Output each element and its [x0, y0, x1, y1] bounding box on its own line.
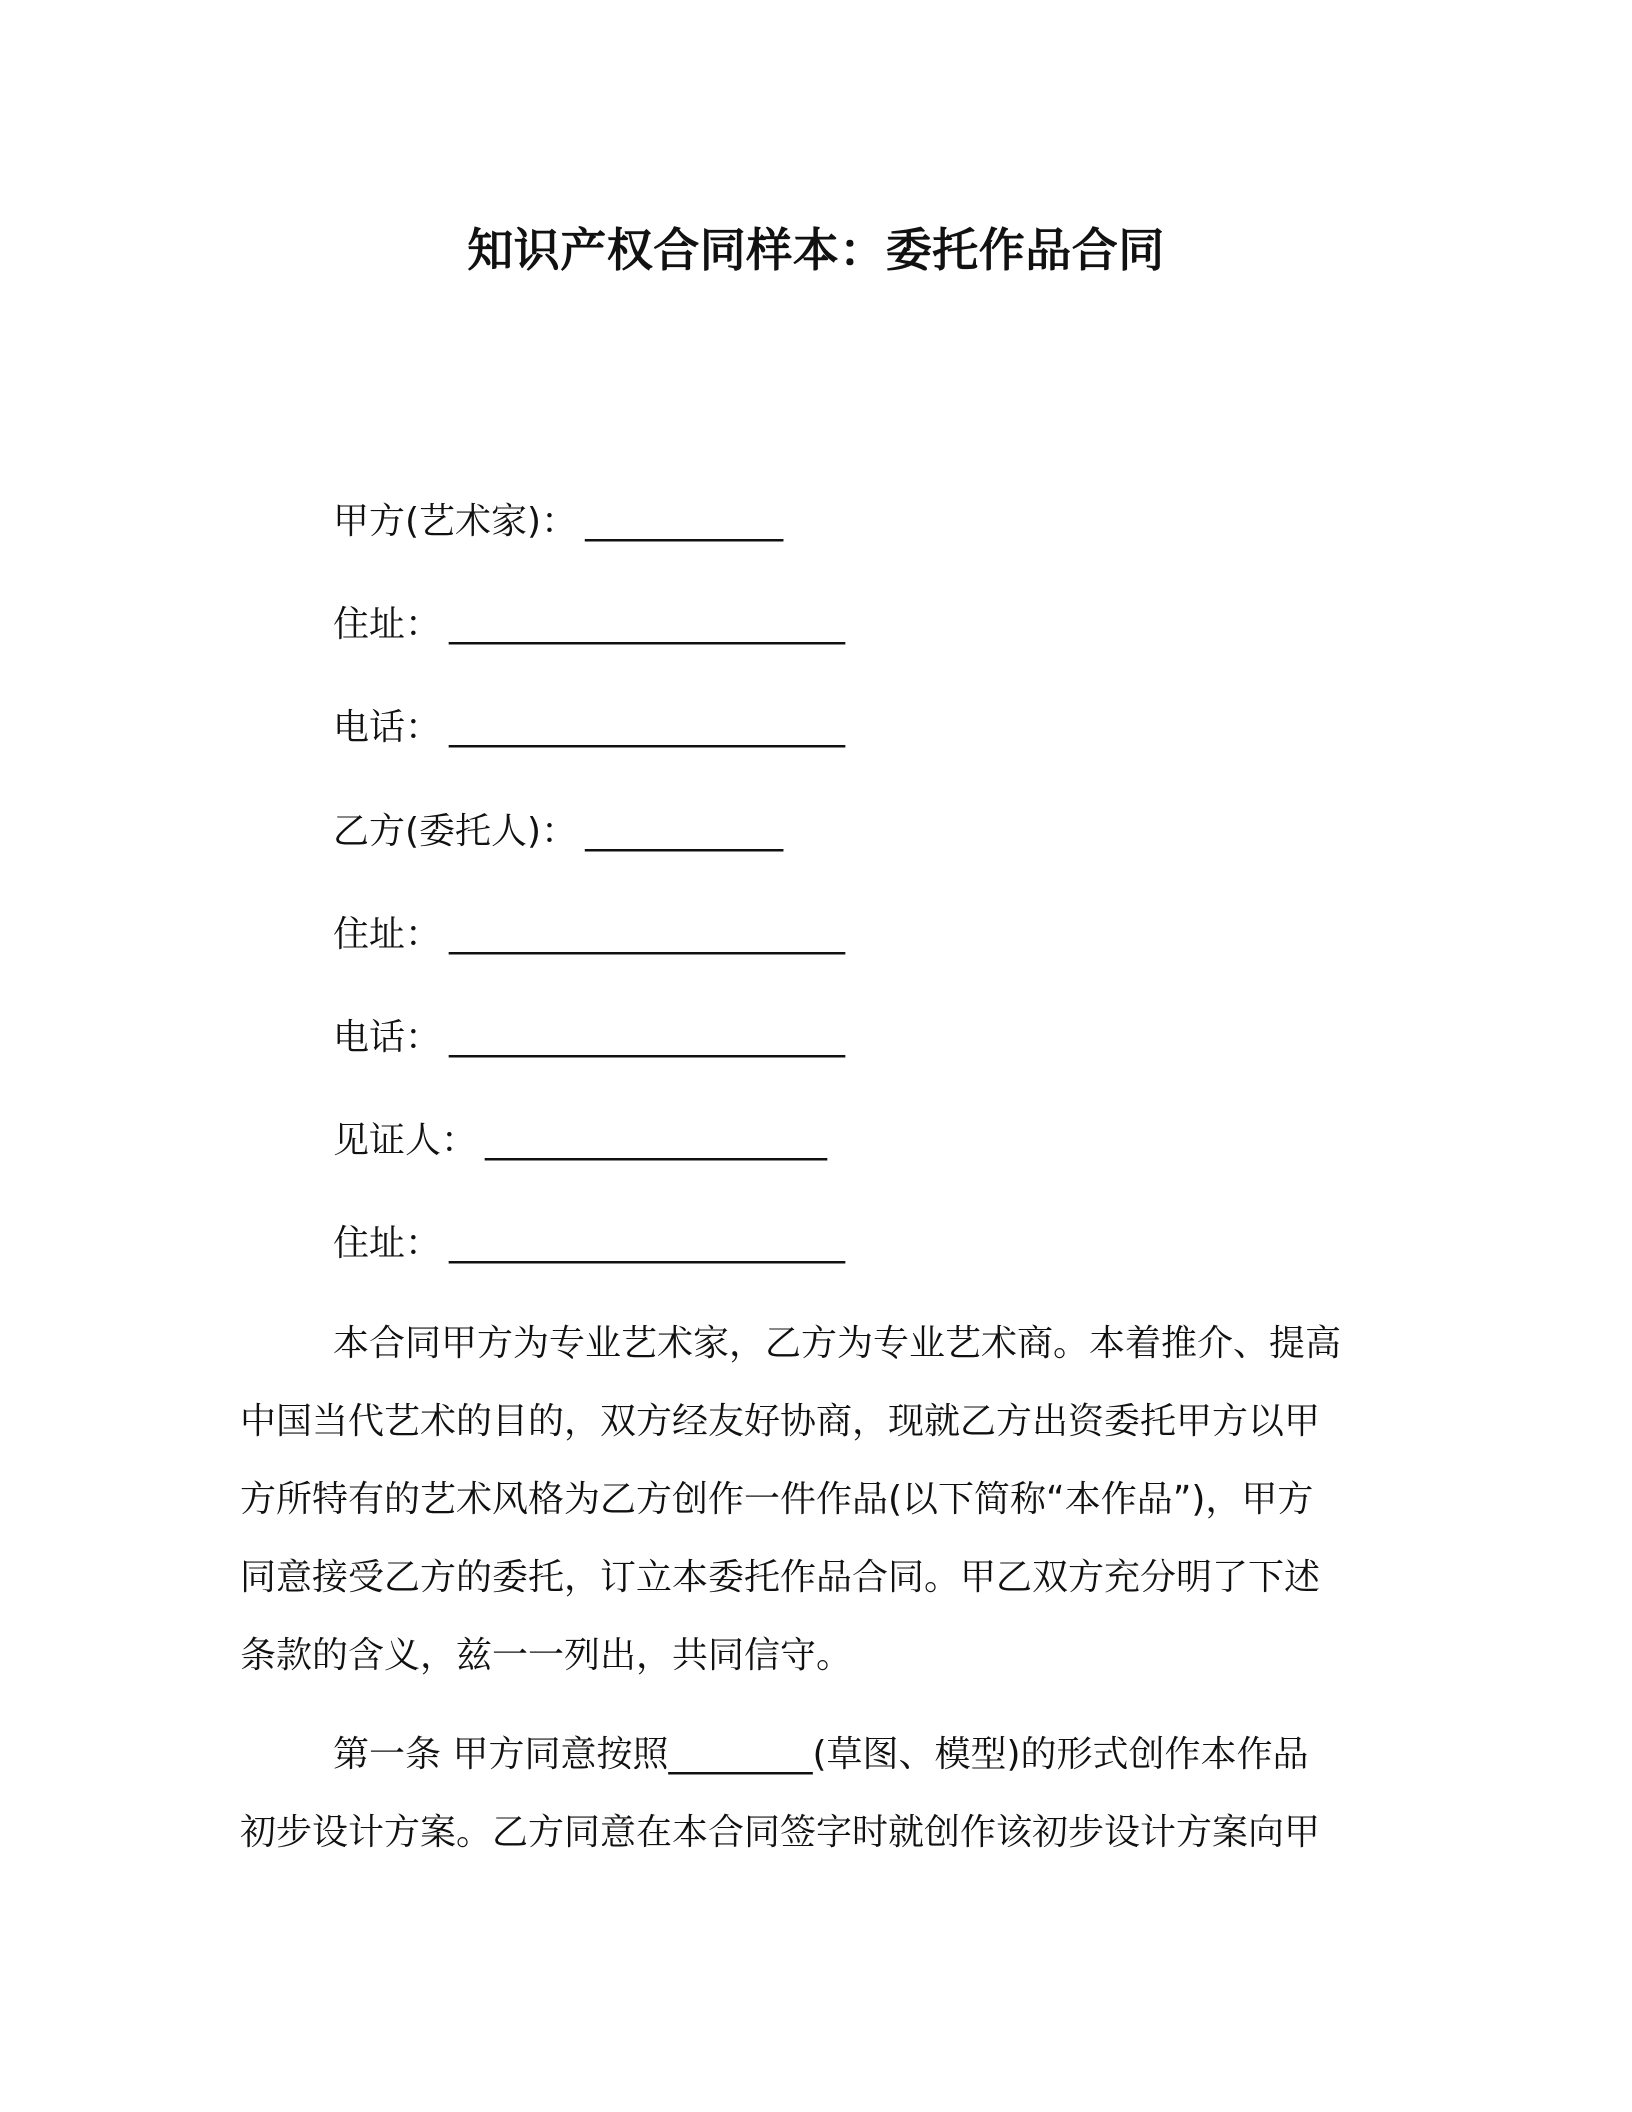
- party-a-address-field: [333, 599, 845, 651]
- party-b-address-field: [333, 909, 845, 961]
- witness-address-field: [333, 1218, 845, 1270]
- party-b-blank: ___________: [585, 811, 784, 852]
- article-1-paragraph: [240, 1716, 1370, 1872]
- preamble-line: 方所特有的艺术风格为乙方创作一件作品(以下简称“本作品”)，甲方: [240, 1479, 1314, 1520]
- party-b-phone-blank: ______________________: [449, 1017, 846, 1058]
- party-a-phone-label: 电话：: [333, 707, 442, 748]
- preamble-paragraph: [240, 1305, 1370, 1695]
- party-b-address-blank: ______________________: [449, 914, 846, 955]
- party-a-address-label: 住址：: [333, 604, 442, 645]
- party-a-phone-blank: ______________________: [449, 707, 846, 748]
- party-a-blank: ___________: [585, 501, 784, 542]
- party-b-address-label: 住址：: [333, 914, 442, 955]
- preamble-line: 条款的含义，兹一一列出，共同信守。: [240, 1635, 853, 1676]
- witness-label: 见证人：: [333, 1120, 478, 1161]
- article-1-line: 第一条 甲方同意按照________(草图、模型)的形式创作本作品: [333, 1734, 1309, 1775]
- witness-field: [333, 1115, 827, 1167]
- witness-address-label: 住址：: [333, 1223, 442, 1264]
- preamble-line: 中国当代艺术的目的，双方经友好协商，现就乙方出资委托甲方以甲: [240, 1401, 1321, 1442]
- party-b-phone-label: 电话：: [333, 1017, 442, 1058]
- preamble-line: 同意接受乙方的委托，订立本委托作品合同。甲乙双方充分明了下述: [240, 1557, 1321, 1598]
- party-b-phone-field: [333, 1012, 845, 1064]
- party-b-label: 乙方(委托人)：: [333, 811, 578, 852]
- document-title: 知识产权合同样本：委托作品合同: [467, 223, 1165, 277]
- preamble-line: 本合同甲方为专业艺术家，乙方为专业艺术商。本着推介、提高: [333, 1323, 1342, 1364]
- party-a-phone-field: [333, 702, 845, 754]
- witness-address-blank: ______________________: [449, 1223, 846, 1264]
- party-a-address-blank: ______________________: [449, 604, 846, 645]
- party-b-field: [333, 806, 783, 858]
- witness-blank: ___________________: [485, 1120, 828, 1161]
- article-1-line: 初步设计方案。乙方同意在本合同签字时就创作该初步设计方案向甲: [240, 1812, 1321, 1853]
- party-a-field: [333, 496, 783, 548]
- party-a-label: 甲方(艺术家)：: [333, 501, 578, 542]
